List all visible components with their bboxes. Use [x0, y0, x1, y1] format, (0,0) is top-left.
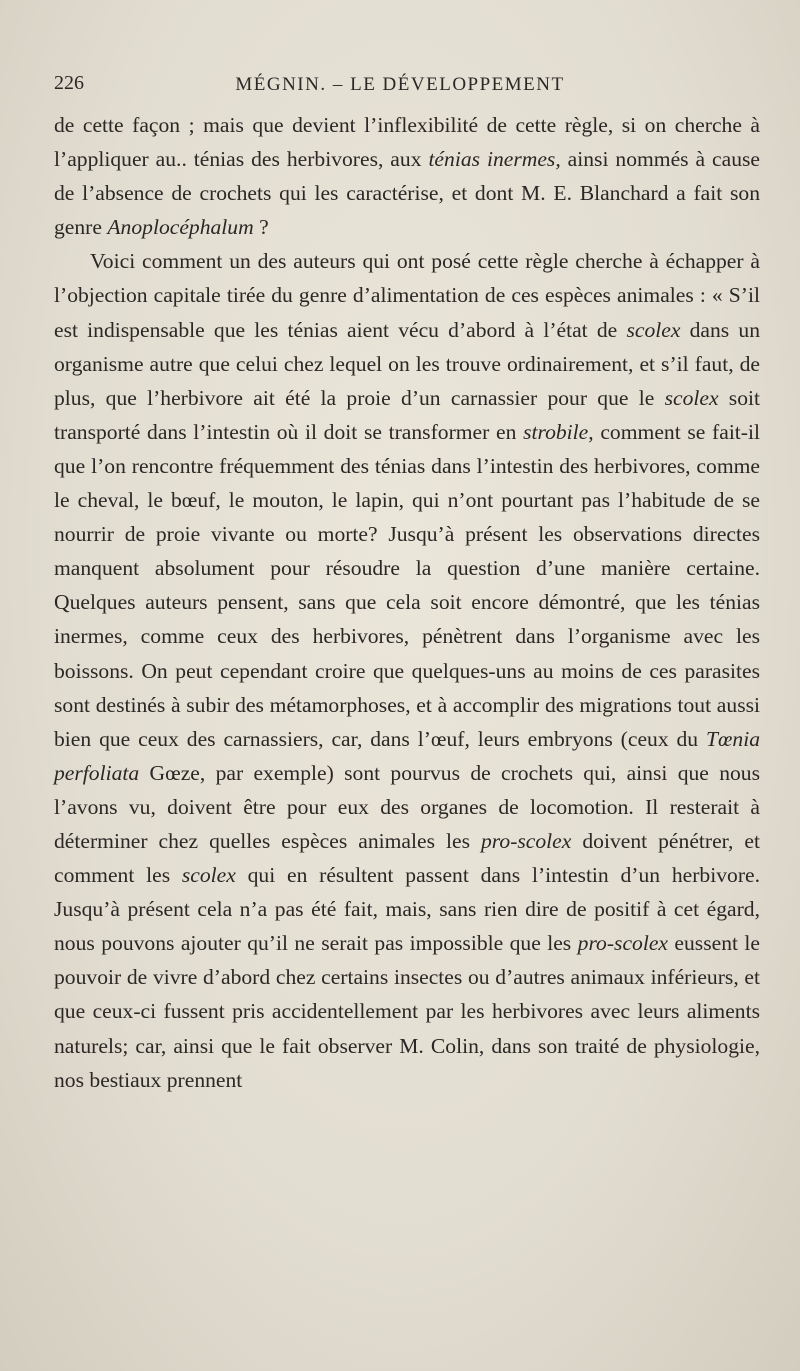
italic-run: scolex	[664, 385, 719, 410]
body-text	[54, 108, 760, 1097]
text-run: soit transporté dans l’intestin où il doit se transformer en	[54, 385, 760, 444]
italic-run: scolex	[181, 863, 236, 888]
text-run: Voici comment un des auteurs qui ont posé cette règle cherche à échapper à l’objection capitale tirée du genre d’alimentation de ces espèces animales : « S’il est indispensable que les ténias aient vécu d’abord à l’état de	[54, 249, 760, 342]
italic-run: scolex	[626, 317, 681, 342]
text-run: , comment se fait-il que l’on rencontre fréquemment des ténias dans l’intestin des herbivores, comme le cheval, le bœuf, le mouton, le lapin, qui n’ont pourtant pas l’habitude de se nourrir de proie vivante ou morte? Jusqu’à présent les observations directes manquent absolument pour résoudre la question d’une manière certaine. Quelques auteurs pensent, sans que cela soit encore démontré, que les ténias inermes, comme ceux des herbivores, pénètrent dans l’organisme avec les boissons. On peut cependant croire que quelques-uns au moins de ces parasites sont destinés à subir des métamorphoses, et à accomplir des migrations tout aussi bien que ceux des carnassiers, car, dans l’œuf, leurs embryons (ceux du	[54, 419, 761, 751]
running-head: MÉGNIN. – LE DÉVELOPPEMENT	[235, 74, 565, 95]
italic-run: strobile	[523, 419, 589, 444]
text-run: ?	[253, 215, 269, 240]
page-number: 226	[54, 72, 84, 94]
text-run: Gœze, par exemple) sont pourvus de crochets qui, ainsi que nous l’avons vu, doivent être pour eux des organes de locomotion. Il resterait à déterminer chez quelles espèces animales les	[54, 760, 760, 853]
paragraph-2	[54, 244, 760, 1096]
italic-run: ténias inermes,	[428, 147, 561, 172]
italic-run: Anoplocéphalum	[107, 215, 254, 240]
paragraph-1	[54, 108, 760, 244]
text-run: ainsi nommés à cause de l’absence de crochets qui les caractérise, et dont M. E. Blanchard a fait son genre	[54, 147, 760, 240]
text-run: de cette façon ; mais que devient l’inflexibilité de cette règle, si on cherche à l’appliquer au.. ténias des herbivores, aux	[54, 113, 760, 172]
italic-run: pro-scolex	[481, 828, 572, 853]
text-run: qui en résultent passent dans l’intestin d’un herbivore. Jusqu’à présent cela n’a pas été fait, mais, sans rien dire de positif à cet égard, nous pouvons ajouter qu’il ne serait pas impossible que les	[54, 863, 760, 956]
italic-run: Tœnia perfoliata	[54, 726, 760, 785]
italic-run: pro-scolex	[577, 931, 668, 956]
text-run: doivent pénétrer, et comment les	[54, 828, 760, 888]
text-run: dans un organisme autre que celui chez lequel on les trouve ordinairement, et s’il faut, de plus, que l’herbivore ait été la proie d’un carnassier pour que le	[54, 317, 760, 410]
text-run: eussent le pouvoir de vivre d’abord chez certains insectes ou d’autres animaux inférieurs, et que ceux-ci fussent pris accidentellement par les herbivores avec leurs aliments naturels; car, ainsi que le fait observer M. Colin, dans son traité de physiologie, nos bestiaux prennent	[54, 931, 761, 1092]
page-header	[0, 72, 800, 100]
